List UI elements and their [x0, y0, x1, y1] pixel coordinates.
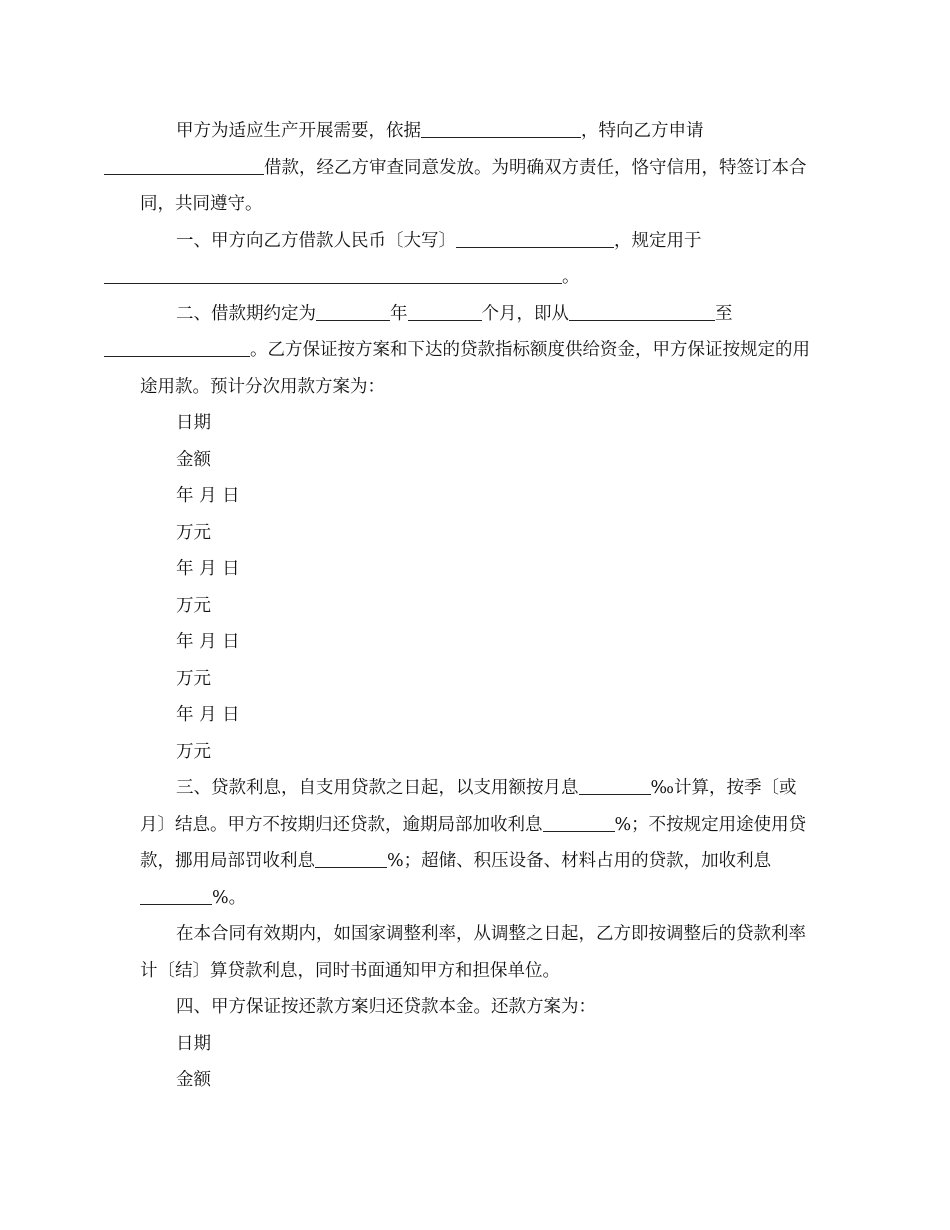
schedule-row-amount: 万元 [176, 741, 211, 762]
paragraph-rate-adjustment: 在本合同有效期内，如国家调整利率，从调整之日起，乙方即按调整后的贷款利率计〔结〕算贷款利息，同时书面通知甲方和担保单位。 [140, 924, 806, 981]
disbursement-schedule [140, 405, 812, 770]
clause1-text-3: 。 [562, 267, 580, 287]
schedule-row-date: 年 月 日 [176, 705, 240, 725]
intro-text-3: 借款，经乙方审查同意发放。为明确双方责任，恪守信用，特签订本合同，共同遵守。 [140, 157, 807, 214]
schedule-row-amount: 万元 [176, 595, 211, 616]
clause2-text-4: 至 [715, 303, 733, 324]
clause2-text-1: 二、借款期约定为 [176, 303, 316, 324]
schedule-row-amount: 万元 [176, 668, 211, 689]
blank-months [408, 302, 482, 321]
clause2-text-2: 年 [390, 303, 408, 324]
paragraph-clause-3 [140, 770, 812, 916]
intro-text-1: 甲方为适应生产开展需要，依据 [176, 121, 421, 141]
schedule-amount-header: 金额 [176, 449, 211, 470]
intro-text-2: ，特向乙方申请 [581, 121, 704, 141]
blank-end-date [104, 339, 250, 358]
schedule-date-header: 日期 [176, 413, 211, 433]
repayment-amount-header: 金额 [176, 1070, 211, 1090]
blank-amount-uppercase [456, 229, 614, 248]
blank-monthly-rate [579, 777, 651, 796]
clause3-text-5: %。 [212, 887, 247, 908]
clause3-text-3: %；不按规定用途使用贷款，挪用局部罚收利息 [140, 814, 807, 871]
clause1-text-1: 一、甲方向乙方借款人民币〔大写〕 [176, 230, 456, 251]
blank-surcharge-rate [140, 886, 212, 905]
clause2-text-3: 个月，即从 [481, 303, 569, 324]
repayment-date-header: 日期 [176, 1033, 211, 1054]
clause2-text-5: 。乙方保证按方案和下达的贷款指标额度供给资金，甲方保证按规定的用途用款。预计分次用款方案为： [140, 340, 810, 397]
blank-loan-type [104, 156, 264, 175]
blank-basis [421, 120, 581, 139]
clause3-text-2: ‰计算，按季〔或月〕结息。甲方不按期归还贷款，逾期局部加收利息 [140, 778, 797, 835]
schedule-row-date: 年 月 日 [176, 632, 240, 652]
paragraph-clause-2 [140, 296, 812, 406]
blank-years [316, 302, 390, 321]
blank-overdue-rate [543, 813, 615, 832]
repayment-schedule [140, 1026, 812, 1099]
clause3-text-4: %；超储、积压设备、材料占用的贷款，加收利息 [387, 851, 772, 871]
blank-penalty-rate [315, 850, 387, 869]
blank-purpose [104, 266, 562, 285]
paragraph-intro [140, 113, 812, 223]
schedule-row-amount: 万元 [176, 522, 211, 543]
schedule-row-date: 年 月 日 [176, 486, 240, 506]
schedule-row-date: 年 月 日 [176, 559, 240, 579]
clause3-text-1: 三、贷款利息，自支用贷款之日起，以支用额按月息 [176, 778, 579, 798]
paragraph-clause-4: 四、甲方保证按还款方案归还贷款本金。还款方案为： [176, 997, 596, 1017]
contract-body [140, 113, 812, 1099]
paragraph-clause-1 [140, 223, 812, 296]
blank-start-date [569, 302, 715, 321]
clause1-text-2: ，规定用于 [614, 230, 702, 251]
